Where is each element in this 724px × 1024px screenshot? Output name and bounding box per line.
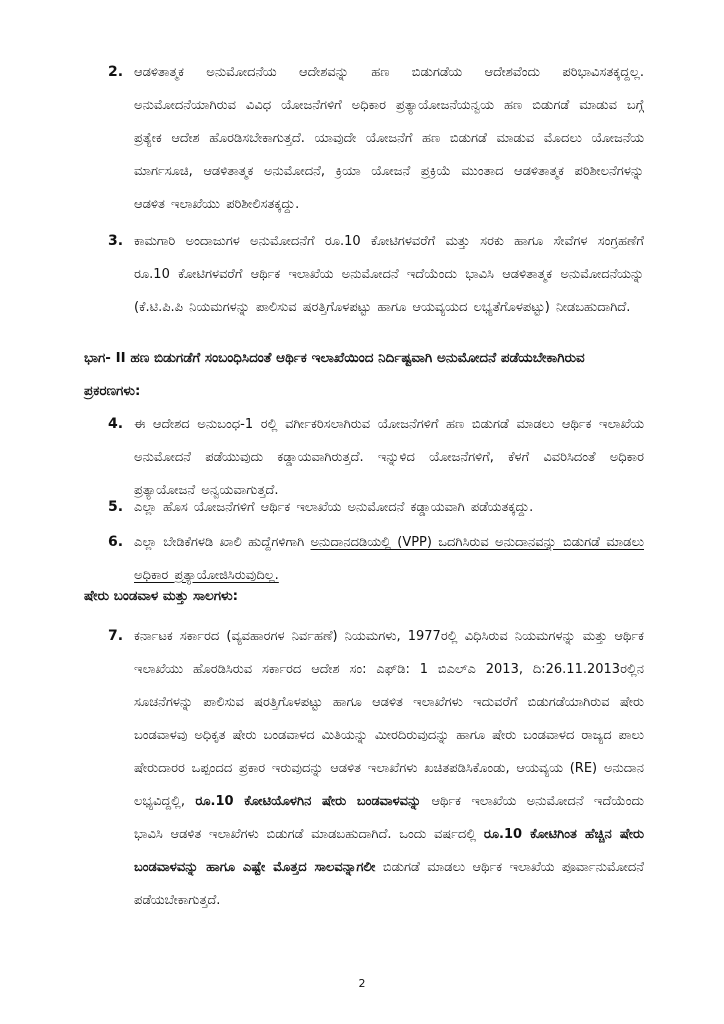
- paragraph-5: [84, 491, 644, 524]
- paragraph-text-plain: ಎಲ್ಲಾ ಬೇಡಿಕೆಗಳಡಿ ಖಾಲಿ ಹುದ್ದೆಗಳಿಗಾಗಿ: [134, 535, 305, 550]
- paragraph-number: 2.: [108, 64, 124, 80]
- paragraph-text: [134, 620, 644, 917]
- paragraph-text: ಆಡಳಿತಾತ್ಮಕ ಅನುಮೋದನೆಯ ಆದೇಶವನ್ನು ಹಣ ಬಿಡುಗಡೆಯ ಆದೇಶವೆಂದು ಪರಿಭಾವಿಸತಕ್ಕದ್ದಲ್ಲ. ಅನುಮೋದನೆಯಾಗಿರುವ ವಿವಿಧ ಯೋಜನೆಗಳಿಗೆ ಅಧಿಕಾರ ಪ್ರತ್ಯಾಯೋಜನೆಯನ್ವಯ ಹಣ ಬಿಡುಗಡೆ ಮಾಡುವ ಬಗ್ಗೆ ಪ್ರತ್ಯೇಕ ಆದೇಶ ಹೊರಡಿಸಬೇಕಾಗುತ್ತದೆ. ಯಾವುದೇ ಯೋಜನೆಗೆ ಹಣ ಬಿಡುಗಡೆ ಮಾಡುವ ಮೊದಲು ಯೋಜನೆಯ ಮಾರ್ಗಸೂಚಿ, ಆಡಳಿತಾತ್ಮಕ ಅನುಮೋದನೆ, ಕ್ರಿಯಾ ಯೋಜನೆ ಪ್ರಕ್ರಿಯೆ ಮುಂತಾದ ಆಡಳಿತಾತ್ಮಕ ಪರಿಶೀಲನೆಗಳನ್ನು ಆಡಳಿತ ಇಲಾಖೆಯು ಪರಿಶೀಲಿಸತಕ್ಕದ್ದು.: [134, 65, 644, 212]
- paragraph-text-bold-1: ರೂ.10 ಕೋಟಿಯೊಳಗಿನ ಷೇರು ಬಂಡವಾಳವನ್ನು: [195, 794, 422, 809]
- paragraph-2: [84, 56, 644, 221]
- paragraph-text: ಕಾಮಗಾರಿ ಅಂದಾಜುಗಳ ಅನುಮೋದನೆಗೆ ರೂ.10 ಕೋಟಿಗಳವರೆಗೆ ಮತ್ತು ಸರಕು ಹಾಗೂ ಸೇವೆಗಳ ಸಂಗ್ರಹಣೆಗೆ ರೂ.10 ಕೋಟಿಗಳವರೆಗೆ ಆರ್ಥಿಕ ಇಲಾಖೆಯ ಅನುಮೋದನೆ ಇದೆಯೆಂದು ಭಾವಿಸಿ ಆಡಳಿತಾತ್ಮಕ ಅನುಮೋದನೆಯನ್ನು (ಕೆ.ಟಿ.ಪಿ.ಪಿ ನಿಯಮಗಳನ್ನು ಪಾಲಿಸುವ ಷರತ್ತಿಗೊಳಪಟ್ಟು ಹಾಗೂ ಆಯವ್ಯಯದ ಲಭ್ಯತೆಗೊಳಪಟ್ಟು) ನೀಡಬಹುದಾಗಿದೆ.: [134, 234, 644, 315]
- paragraph-3: [84, 225, 644, 324]
- paragraph-number: 7.: [108, 628, 124, 644]
- paragraph-number: 4.: [108, 416, 124, 432]
- paragraph-text: ಈ ಆದೇಶದ ಅನುಬಂಧ-1 ರಲ್ಲಿ ವರ್ಗೀಕರಿಸಲಾಗಿರುವ ಯೋಜನೆಗಳಿಗೆ ಹಣ ಬಿಡುಗಡೆ ಮಾಡಲು ಆರ್ಥಿಕ ಇಲಾಖೆಯ ಅನುಮೋದನೆ ಪಡೆಯುವುದು ಕಡ್ಡಾಯವಾಗಿರುತ್ತದೆ. ಇನ್ನುಳಿದ ಯೋಜನೆಗಳಿಗೆ, ಕೆಳಗೆ ವಿವರಿಸಿದಂತೆ ಅಧಿಕಾರ ಪ್ರತ್ಯಾಯೋಜನೆ ಅನ್ವಯವಾಗುತ್ತದೆ.: [134, 417, 644, 498]
- paragraph-7: [84, 620, 644, 917]
- paragraph-number: 6.: [108, 534, 124, 550]
- paragraph-text-e: ಬಿಡುಗಡೆ ಮಾಡಲು ಆರ್ಥಿಕ ಇಲಾಖೆಯ ಪೂರ್ವಾನುಮೋದನೆ ಪಡೆಯಬೇಕಾಗುತ್ತದೆ.: [134, 860, 644, 908]
- paragraph-text: ಎಲ್ಲಾ ಹೊಸ ಯೋಜನೆಗಳಿಗೆ ಆರ್ಥಿಕ ಇಲಾಖೆಯ ಅನುಮೋದನೆ ಕಡ್ಡಾಯವಾಗಿ ಪಡೆಯತಕ್ಕದ್ದು.: [134, 500, 534, 515]
- paragraph-text-bold-2: ರೂ.10 ಕೋಟಿಗಿಂತ ಹೆಚ್ಚಿನ ಷೇರು ಬಂಡವಾಳವನ್ನು ಹಾಗೂ ಎಷ್ಟೇ ಮೊತ್ತದ ಸಾಲವನ್ನಾಗಲೀ: [134, 827, 644, 875]
- page-number: 2: [358, 977, 366, 990]
- paragraph-text-c: ಆರ್ಥಿಕ ಇಲಾಖೆಯ ಅನುಮೋದನೆ ಇದೆಯೆಂದು ಭಾವಿಸಿ ಆಡಳಿತ ಇಲಾಖೆಗಳು ಬಿಡುಗಡೆ ಮಾಡಬಹುದಾಗಿದೆ. ಒಂದು ವರ್ಷದಲ್ಲಿ: [134, 794, 644, 842]
- paragraph-number: 3.: [108, 233, 124, 249]
- paragraph-text-underlined: ಅನುದಾನದಡಿಯಲ್ಲಿ (VPP) ಒದಗಿಸಿರುವ ಅನುದಾನವನ್ನು ಬಿಡುಗಡೆ ಮಾಡಲು ಅಧಿಕಾರ ಪ್ರತ್ಯಾಯೋಜಿಸಿರುವುದಿಲ್ಲ.: [134, 535, 645, 583]
- section-heading-share-capital: ಷೇರು ಬಂಡವಾಳ ಮತ್ತು ಸಾಲಗಳು:: [84, 588, 239, 604]
- paragraph-text-a: ಕರ್ನಾಟಕ ಸರ್ಕಾರದ (ವ್ಯವಹಾರಗಳ ನಿರ್ವಹಣೆ) ನಿಯಮಗಳು, 1977ರಲ್ಲಿ ವಿಧಿಸಿರುವ ನಿಯಮಗಳನ್ನು ಮತ್ತು ಆರ್ಥಿಕ ಇಲಾಖೆಯು ಹೊರಡಿಸಿರುವ ಸರ್ಕಾರದ ಆದೇಶ ಸಂ: ಎಫ್‌ಡಿ: 1 ಬಿಎಲ್ಎ 2013, ದಿ:26.11.2013ರಲ್ಲಿನ ಸೂಚನೆಗಳನ್ನು ಪಾಲಿಸುವ ಷರತ್ತಿಗೊಳಪಟ್ಟು ಹಾಗೂ ಆಡಳಿತ ಇಲಾಖೆಗಳು ಇದುವರೆಗೆ ಬಿಡುಗಡೆಯಾಗಿರುವ ಷೇರು ಬಂಡವಾಳವು ಅಧಿಕೃತ ಷೇರು ಬಂಡವಾಳದ ಮಿತಿಯನ್ನು ಮೀರದಿರುವುದನ್ನು ಹಾಗೂ ಷೇರು ಬಂಡವಾಳದ ರಾಜ್ಯದ ಪಾಲು ಷೇರುದಾರರ ಒಪ್ಪಂದದ ಪ್ರಕಾರ ಇರುವುದನ್ನು ಆಡಳಿತ ಇಲಾಖೆಗಳು ಖಚಿತಪಡಿಸಿಕೊಂಡು, ಆಯವ್ಯಯ (RE) ಅನುದಾನ ಲಭ್ಯವಿದ್ದಲ್ಲಿ,: [134, 629, 644, 809]
- section-heading-part-2: ಭಾಗ- II ಹಣ ಬಿಡುಗಡೆಗೆ ಸಂಬಂಧಿಸಿದಂತೆ ಆರ್ಥಿಕ ಇಲಾಖೆಯಿಂದ ನಿರ್ದಿಷ್ಟವಾಗಿ ಅನುಮೋದನೆ ಪಡೆಯಬೇಕಾಗಿರುವ ಪ್ರಕರಣಗಳು:: [84, 350, 585, 399]
- paragraph-number: 5.: [108, 499, 124, 515]
